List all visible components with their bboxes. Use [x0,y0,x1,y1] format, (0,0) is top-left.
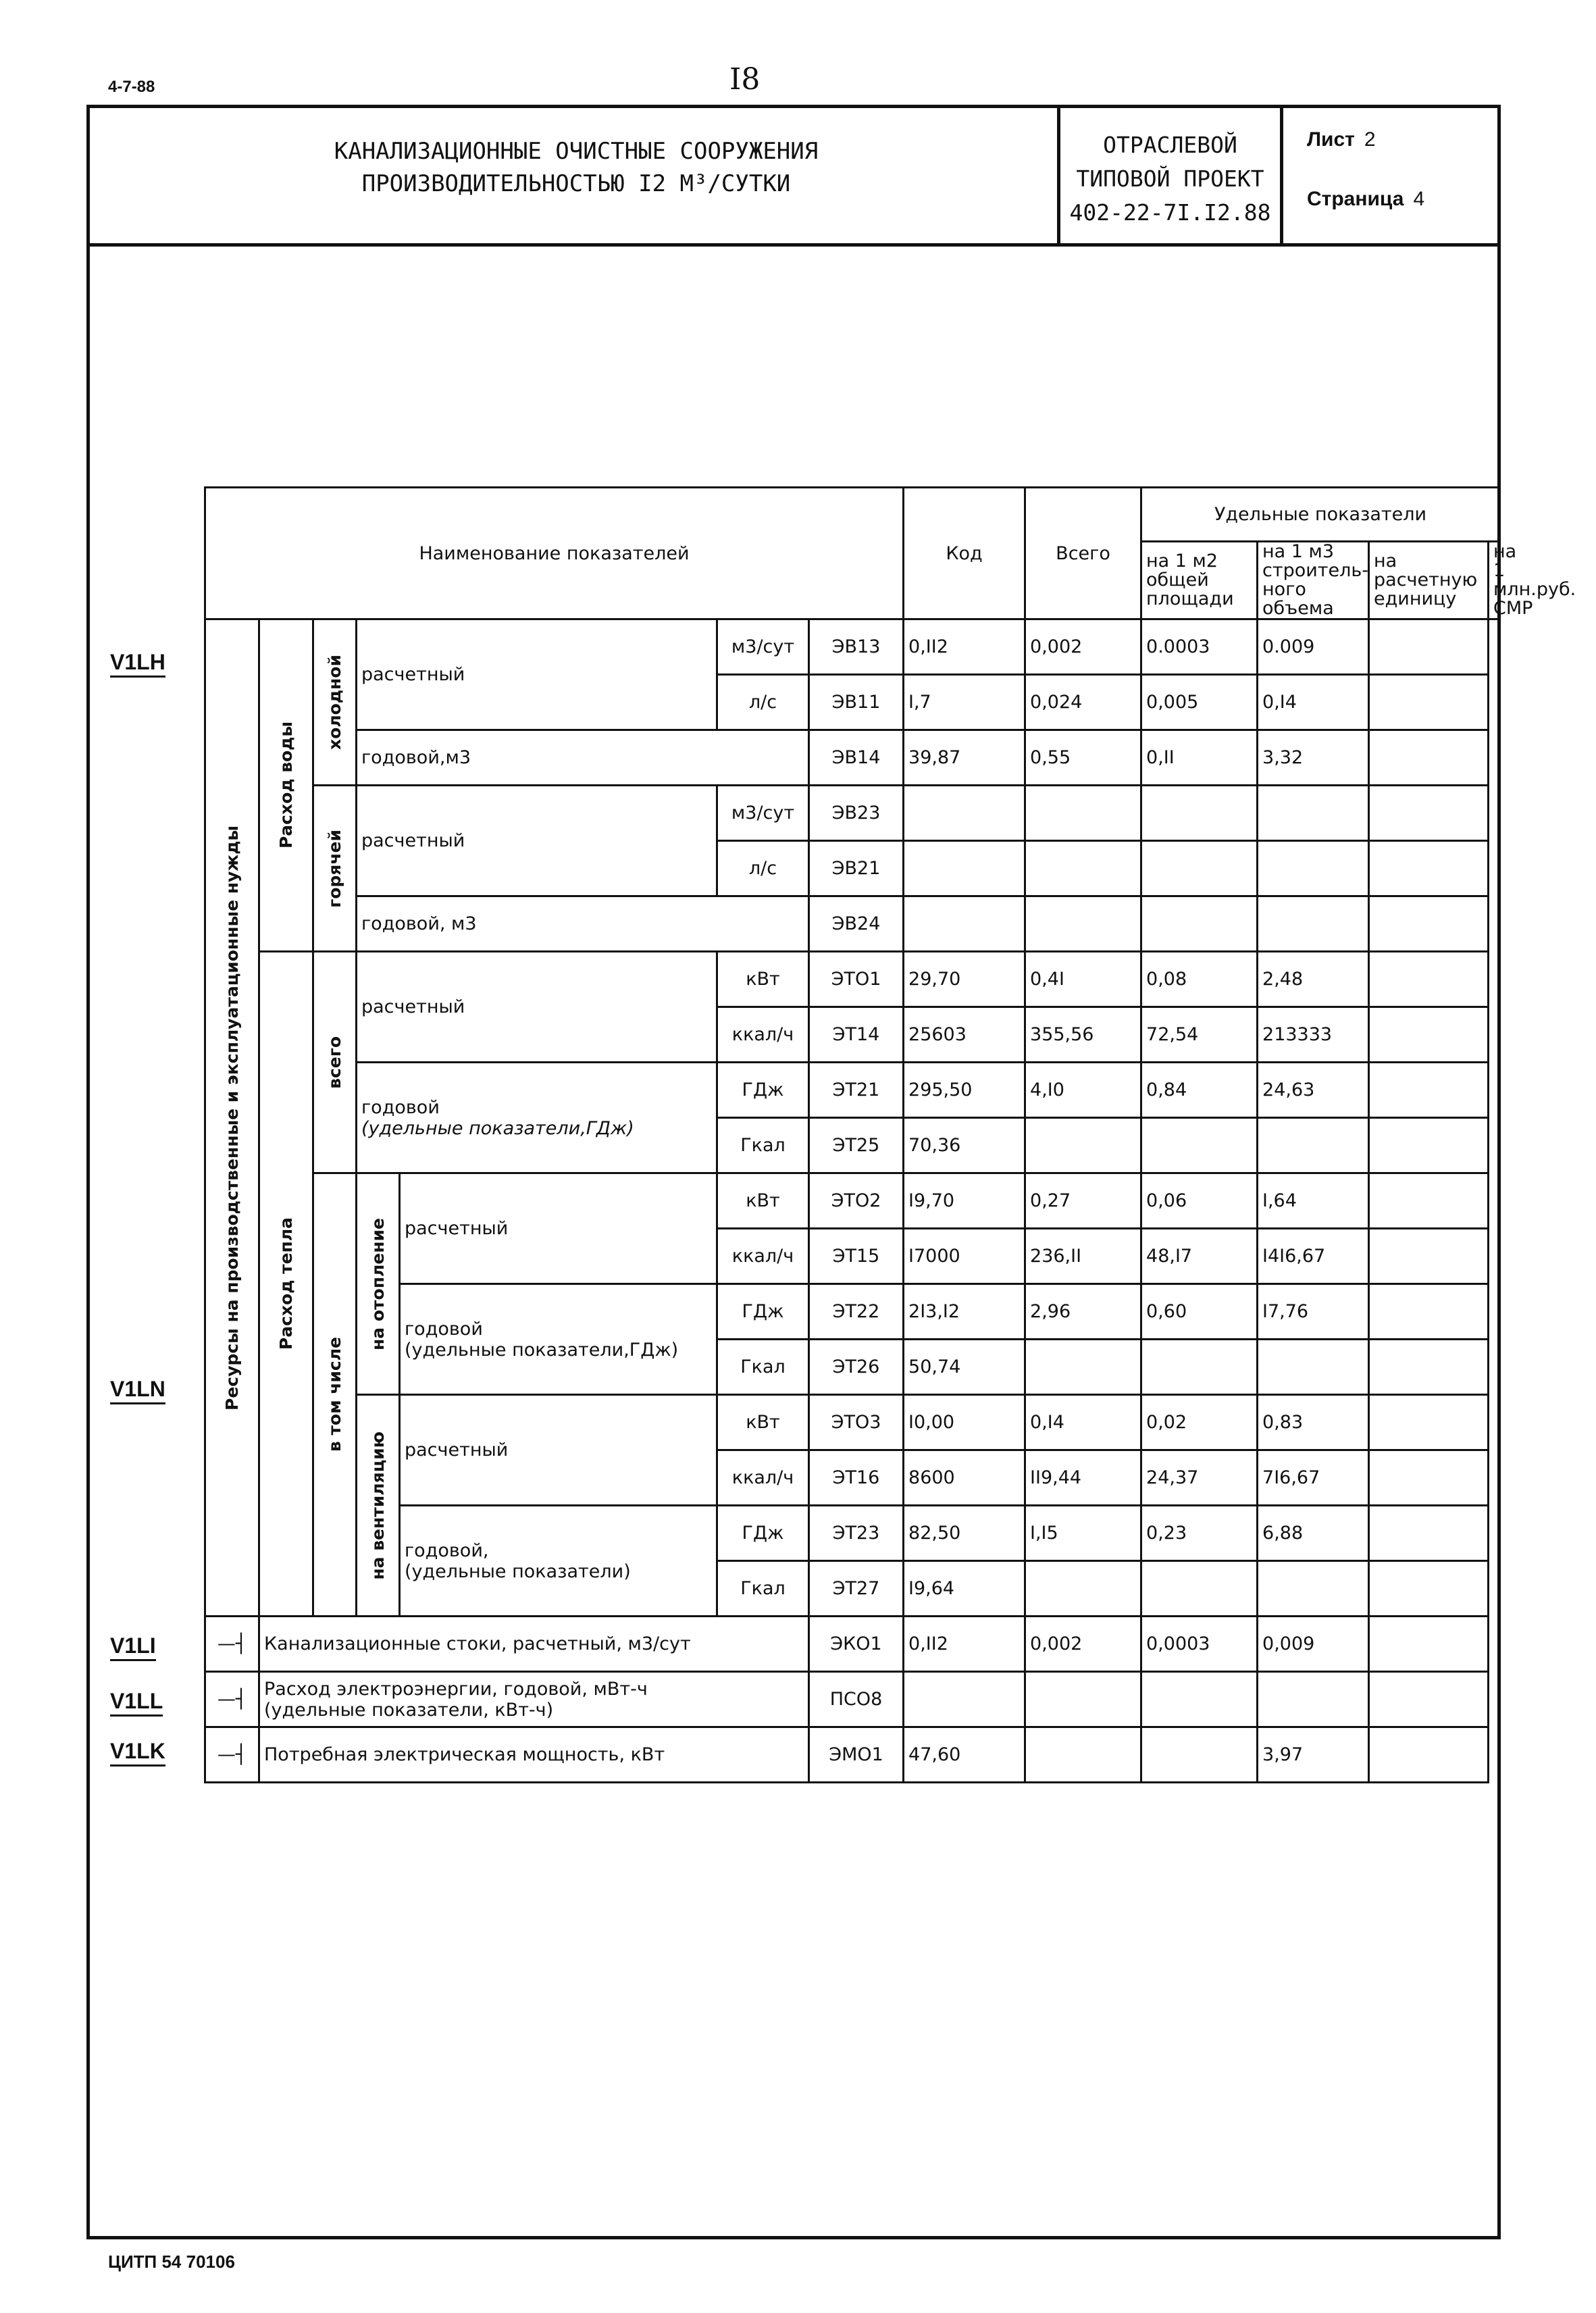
table-row [205,1284,1500,1340]
row-per-m3 [1141,841,1258,896]
page-number: I8 [729,62,761,97]
document-code: 4-7-88 [108,78,155,96]
document-title [90,135,1062,200]
row-code: ЭМО1 [809,1727,904,1783]
footer-code: ЦИТП 54 70106 [108,2252,235,2272]
row-per-mln [1369,1063,1489,1118]
row-code: ЭТ22 [809,1284,904,1340]
row-per-m3: 0,0003 [1141,1617,1258,1672]
row-total [904,896,1025,952]
table-row [205,896,1500,952]
row-per-unit [1258,841,1369,896]
row-name: расчетный [357,619,717,730]
table-row [205,1727,1500,1783]
row-per-m2: 0,4I [1025,952,1141,1007]
row-unit: ГДж [717,1063,809,1118]
row-per-unit: I4I6,67 [1258,1229,1369,1284]
row-total [904,786,1025,841]
row-name: годовой, м3 [357,896,809,952]
row-per-m3: 48,I7 [1141,1229,1258,1284]
row-per-m2 [1025,896,1141,952]
sheet-label: Лист [1307,128,1355,151]
row-code: ЭВ14 [809,730,904,786]
header-per-unit: на расчетную единицу [1369,542,1489,619]
row-name: расчетный [400,1173,717,1284]
row-per-mln [1369,1450,1489,1506]
header-per-mln: на 1 млн.руб. СМР [1489,542,1500,619]
row-per-m2: I,I5 [1025,1506,1141,1561]
side-label-v1ln: V1LN [110,1377,165,1402]
row-per-unit: 0,I4 [1258,675,1369,730]
row-code: ЭТ27 [809,1561,904,1617]
row-total: I0,00 [904,1395,1025,1450]
row-per-m3: 0,06 [1141,1173,1258,1229]
row-code: ПСО8 [809,1672,904,1727]
group-heat: Расход тепла [259,952,313,1617]
page-info [1307,188,1424,211]
row-code: ЭВ21 [809,841,904,896]
row-per-m3: 0,84 [1141,1063,1258,1118]
row-per-unit: 0,009 [1258,1617,1369,1672]
row-per-mln [1369,1617,1489,1672]
row-total [904,841,1025,896]
row-name: Канализационные стоки, расчетный, м3/сут [259,1617,809,1672]
row-unit: кВт [717,952,809,1007]
row-per-m2: 0,55 [1025,730,1141,786]
indicators-table [204,486,1576,1783]
row-total [904,1672,1025,1727]
row-unit: л/с [717,675,809,730]
row-unit: Гкал [717,1561,809,1617]
row-per-m3: 0,02 [1141,1395,1258,1450]
row-total: 2I3,I2 [904,1284,1025,1340]
title-line-2: ПРОИЗВОДИТЕЛЬНОСТЬЮ I2 М³/СУТКИ [361,170,791,197]
row-per-m3 [1141,896,1258,952]
row-code: ЭТ16 [809,1450,904,1506]
row-per-mln [1369,1229,1489,1284]
row-code: ЭТ25 [809,1118,904,1173]
row-per-mln [1369,1340,1489,1395]
row-per-unit: 3,97 [1258,1727,1369,1783]
row-per-unit: I,64 [1258,1173,1369,1229]
project-code [1060,128,1280,230]
row-per-m2 [1025,841,1141,896]
row-unit: Гкал [717,1340,809,1395]
row-per-unit: 7I6,67 [1258,1450,1369,1506]
row-total: 39,87 [904,730,1025,786]
row-unit: ГДж [717,1506,809,1561]
row-code: ЭТ23 [809,1506,904,1561]
row-name: расчетный [357,952,717,1063]
row-code: ЭВ11 [809,675,904,730]
row-total: 82,50 [904,1506,1025,1561]
row-name: Потребная электрическая мощность, кВт [259,1727,809,1783]
page-value: 4 [1413,188,1425,210]
title-line-1: КАНАЛИЗАЦИОННЫЕ ОЧИСТНЫЕ СООРУЖЕНИЯ [334,138,819,165]
header-code: Код [904,488,1025,619]
group-hot: горячей [313,786,357,952]
row-name: годовой,м3 [357,730,809,786]
row-per-unit: 213333 [1258,1007,1369,1063]
group-heating: на отопление [357,1173,400,1395]
row-per-mln [1369,1506,1489,1561]
row-per-m2 [1025,1118,1141,1173]
row-unit: л/с [717,841,809,896]
row-per-mln [1369,1395,1489,1450]
table-row [205,952,1500,1007]
row-name: годовой (удельные показатели,ГДж) [400,1284,717,1395]
row-marker: —┤ [205,1617,259,1672]
row-per-m2 [1025,1340,1141,1395]
row-per-mln [1369,1672,1489,1727]
row-per-m2: 355,56 [1025,1007,1141,1063]
group-cold: холодной [313,619,357,786]
row-code: ЭВ24 [809,896,904,952]
row-per-m2: II9,44 [1025,1450,1141,1506]
project-line-2: ТИПОВОЙ ПРОЕКТ [1076,166,1264,192]
row-per-m2: 0,27 [1025,1173,1141,1229]
table-row [205,1672,1500,1727]
row-per-unit: 24,63 [1258,1063,1369,1118]
row-code: ЭТ14 [809,1007,904,1063]
row-per-unit: 6,88 [1258,1506,1369,1561]
row-per-mln [1369,786,1489,841]
row-unit: кВт [717,1173,809,1229]
row-per-unit [1258,1118,1369,1173]
row-per-m3: 72,54 [1141,1007,1258,1063]
row-marker: —┤ [205,1672,259,1727]
row-per-mln [1369,1007,1489,1063]
sheet-info [1307,128,1376,151]
row-code: ЭКО1 [809,1617,904,1672]
row-total: 0,II2 [904,619,1025,675]
side-label-v1li: V1LI [110,1633,156,1658]
header-specific: Удельные показатели [1141,488,1500,542]
row-per-m3 [1141,1672,1258,1727]
header-per-m2: на 1 м2 общей площади [1141,542,1258,619]
row-code: ЭТО3 [809,1395,904,1450]
row-unit: м3/сут [717,786,809,841]
side-label-v1lk: V1LK [110,1739,165,1764]
page-label: Страница [1307,188,1404,210]
row-code: ЭТ21 [809,1063,904,1118]
row-per-mln [1369,619,1489,675]
row-per-unit [1258,896,1369,952]
row-per-m3 [1141,1118,1258,1173]
row-per-m3: 0,005 [1141,675,1258,730]
row-total: 50,74 [904,1340,1025,1395]
row-per-m2: 2,96 [1025,1284,1141,1340]
table-row [205,730,1500,786]
group-resources: Ресурсы на производственные и эксплуатационные нужды [205,619,259,1617]
header-per-m3: на 1 м3 строитель-ного объема [1258,542,1369,619]
row-total: 70,36 [904,1118,1025,1173]
row-per-m2: 0,002 [1025,1617,1141,1672]
table-row [205,1617,1500,1672]
row-total: I9,70 [904,1173,1025,1229]
group-ventilation: на вентиляцию [357,1395,400,1617]
row-unit: ккал/ч [717,1450,809,1506]
side-label-v1ll: V1LL [110,1689,163,1714]
row-total: I7000 [904,1229,1025,1284]
sheet-value: 2 [1364,128,1376,151]
row-per-m3 [1141,1727,1258,1783]
side-label-v1lh: V1LH [110,650,165,675]
row-per-mln [1369,896,1489,952]
project-line-1: ОТРАСЛЕВОЙ [1103,132,1237,158]
group-including: в том числе [313,1173,357,1617]
row-per-mln [1369,841,1489,896]
row-total: 295,50 [904,1063,1025,1118]
row-unit: м3/сут [717,619,809,675]
row-per-m2: 0,002 [1025,619,1141,675]
row-per-unit: 3,32 [1258,730,1369,786]
row-name: расчетный [357,786,717,896]
row-total: 0,II2 [904,1617,1025,1672]
row-per-m2: 0,I4 [1025,1395,1141,1450]
table-row [205,1063,1500,1118]
row-total: 25603 [904,1007,1025,1063]
row-per-m3: 24,37 [1141,1450,1258,1506]
row-per-m3 [1141,786,1258,841]
row-per-mln [1369,1561,1489,1617]
row-per-m2: 4,I0 [1025,1063,1141,1118]
table-row [205,619,1500,675]
row-per-m3: 0.0003 [1141,619,1258,675]
row-code: ЭВ13 [809,619,904,675]
row-code: ЭТО1 [809,952,904,1007]
row-per-m2 [1025,1727,1141,1783]
row-per-mln [1369,1284,1489,1340]
group-heat-total: всего [313,952,357,1173]
group-water: Расход воды [259,619,313,952]
project-line-3: 402-22-7I.I2.88 [1069,199,1271,226]
row-per-m2: 0,024 [1025,675,1141,730]
table-row [205,786,1500,841]
table-row [205,1173,1500,1229]
row-code: ЭТ15 [809,1229,904,1284]
row-unit: ккал/ч [717,1229,809,1284]
row-per-mln [1369,1118,1489,1173]
row-name: годовой (удельные показатели,ГДж) [357,1063,717,1173]
row-per-m3: 0,08 [1141,952,1258,1007]
row-per-unit: 0.009 [1258,619,1369,675]
row-unit: ккал/ч [717,1007,809,1063]
row-unit: кВт [717,1395,809,1450]
row-per-unit [1258,1672,1369,1727]
row-per-unit: 0,83 [1258,1395,1369,1450]
row-code: ЭТ26 [809,1340,904,1395]
row-per-unit [1258,1561,1369,1617]
header-name: Наименование показателей [205,488,904,619]
row-name: Расход электроэнергии, годовой, мВт-ч (удельные показатели, кВт-ч) [259,1672,809,1727]
row-per-mln [1369,1173,1489,1229]
row-unit: Гкал [717,1118,809,1173]
row-per-m2 [1025,1561,1141,1617]
table-row [205,1506,1500,1561]
row-per-unit [1258,786,1369,841]
row-per-m3: 0,60 [1141,1284,1258,1340]
row-per-unit: I7,76 [1258,1284,1369,1340]
row-total: 8600 [904,1450,1025,1506]
row-per-mln [1369,1727,1489,1783]
row-total: I,7 [904,675,1025,730]
row-code: ЭВ23 [809,786,904,841]
row-code: ЭТО2 [809,1173,904,1229]
row-per-m3 [1141,1340,1258,1395]
row-name: годовой, (удельные показатели) [400,1506,717,1617]
row-total: I9,64 [904,1561,1025,1617]
row-name: расчетный [400,1395,717,1506]
table-row [205,1395,1500,1450]
row-per-m3: 0,23 [1141,1506,1258,1561]
row-per-mln [1369,952,1489,1007]
header-total: Всего [1025,488,1141,619]
row-per-m3 [1141,1561,1258,1617]
row-per-mln [1369,675,1489,730]
row-per-mln [1369,730,1489,786]
row-per-m2 [1025,786,1141,841]
row-marker: —┤ [205,1727,259,1783]
row-per-m2: 236,II [1025,1229,1141,1284]
row-per-unit [1258,1340,1369,1395]
row-per-m2 [1025,1672,1141,1727]
row-per-m3: 0,II [1141,730,1258,786]
row-total: 47,60 [904,1727,1025,1783]
row-unit: ГДж [717,1284,809,1340]
row-per-unit: 2,48 [1258,952,1369,1007]
row-total: 29,70 [904,952,1025,1007]
